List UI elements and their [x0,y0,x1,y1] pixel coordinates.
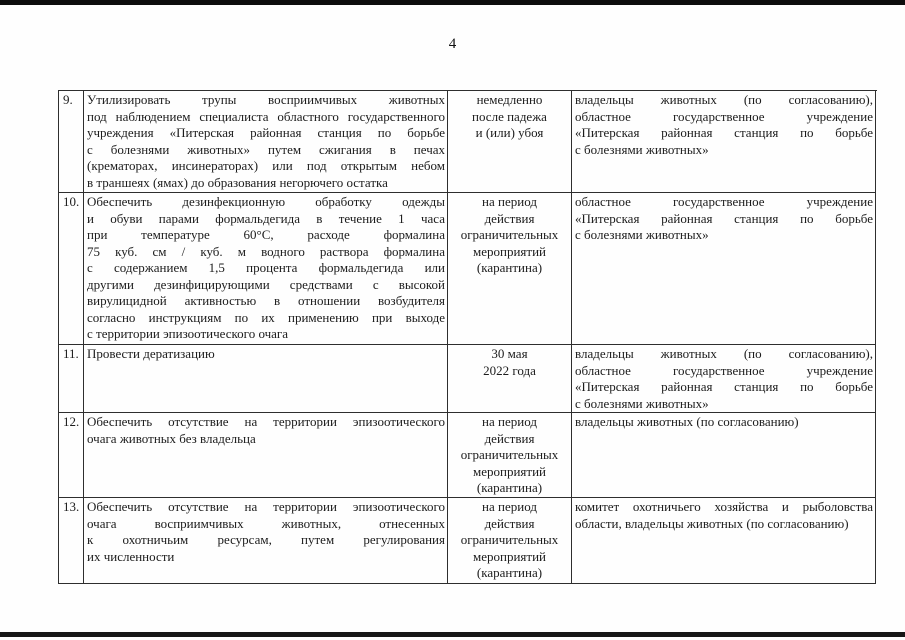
scan-artifact-top-bar [0,0,905,5]
row-13-action-cell: Обеспечить отсутствие на территории эпизоотического очага восприимчивых животных, отнесенных к охотничьим ресурсам, путем регулирования их численности [84,498,448,584]
table-row [59,345,877,413]
row-12-action-cell: Обеспечить отсутствие на территории эпизоотического очага животных без владельца [84,413,448,498]
row-10-timing-cell: на период действия ограничительных мероприятий (карантина) [448,193,572,345]
row-9-number-cell: 9. [59,91,84,193]
row-9-responsible-cell: владельцы животных (по согласованию), областное государственное учреждение «Питерская районная станция по борьбе с болезнями животных» [572,91,876,193]
row-13-number-cell: 13. [59,498,84,584]
row-10-action-cell: Обеспечить дезинфекционную обработку одежды и обуви парами формальдегида в течение 1 часа при температуре 60°С, расходе формалина 75 куб. см / куб. м водного раствора формалина с содержанием 1,5 процента формальдегида или другими дезинфицирующими средствами с высокой вирулицидной активностью в отношении возбудителя согласно инструкциям по их применению при выходе с территории эпизоотического очага [84,193,448,345]
row-11-number-cell: 11. [59,345,84,413]
table-row [59,413,877,498]
row-12-number-cell: 12. [59,413,84,498]
page-number: 4 [448,36,457,52]
row-11-timing-cell: 30 мая 2022 года [448,345,572,413]
scan-artifact-bottom-bar [0,632,905,637]
row-11-action-cell: Провести дератизацию [84,345,448,413]
row-11-responsible-cell: владельцы животных (по согласованию), областное государственное учреждение «Питерская районная станция по борьбе с болезнями животных» [572,345,876,413]
table-row [59,193,877,345]
measures-table [58,90,877,584]
row-13-timing-cell: на период действия ограничительных мероприятий (карантина) [448,498,572,584]
row-10-responsible-cell: областное государственное учреждение «Питерская районная станция по борьбе с болезнями животных» [572,193,876,345]
row-10-number-cell: 10. [59,193,84,345]
row-9-timing-cell: немедленно после падежа и (или) убоя [448,91,572,193]
row-12-responsible-cell: владельцы животных (по согласованию) [572,413,876,498]
table-row [59,91,877,193]
row-12-timing-cell: на период действия ограничительных мероприятий (карантина) [448,413,572,498]
row-13-responsible-cell: комитет охотничьего хозяйства и рыболовства области, владельцы животных (по согласованию) [572,498,876,584]
table-row [59,498,877,584]
row-9-action-cell: Утилизировать трупы восприимчивых животных под наблюдением специалиста областного государственного учреждения «Питерская районная станция по борьбе с болезнями животных» путем сжигания в печах (крематорах, инсинераторах) или под открытым небом в траншеях (ямах) до образования негорючего остатка [84,91,448,193]
